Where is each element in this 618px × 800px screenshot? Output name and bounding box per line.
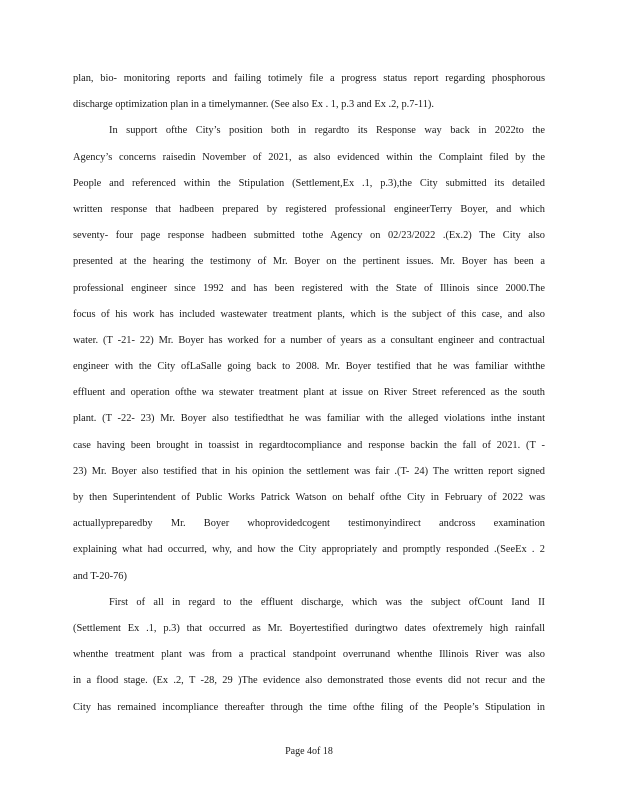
- text-line: effluent and operation ofthe wa stewater treatment plant at issue on River Street referenced as the south: [73, 387, 545, 399]
- text-line: Agency’s concerns raisedin November of 2021, as also evidenced within the Complaint filed by the: [73, 151, 545, 163]
- text-line: engineer with the City ofLaSalle going back to 2008. Mr. Boyer testified that he was familiar withthe: [73, 361, 545, 373]
- text-line: professional engineer since 1992 and has been registered with the State of Illinois since 2000.The: [73, 282, 545, 294]
- text-line: by then Superintendent of Public Works Patrick Watson on behalf ofthe City in February of 2022 was: [73, 492, 545, 503]
- text-line: plan, bio- monitoring reports and failing totimely file a progress status report regarding phosphorous: [73, 73, 545, 84]
- text-line: written response that hadbeen prepared by registered professional engineerTerry Boyer, and which: [73, 203, 545, 215]
- text-line: plant. (T -22- 23) Mr. Boyer also testifiedthat he was familiar with the alleged violations inthe instant: [73, 413, 545, 425]
- text-line: explaining what had occurred, why, and how the City appropriately and promptly responded .(SeeEx . 2: [73, 544, 545, 556]
- text-line: in a flood stage. (Ex .2, T -28, 29 )The evidence also demonstrated those events did not recur and the: [73, 675, 545, 687]
- body-text: [73, 70, 545, 725]
- text-line: case having been brought in toassist in regardtocompliance and response backin the fall of 2021. (T -: [73, 439, 545, 451]
- text-line: People and referenced within the Stipulation (Settlement,Ex .1, p.3),the City submitted its detailed: [73, 177, 545, 189]
- text-line: First of all in regard to the effluent discharge, which was the subject ofCount Iand II: [109, 596, 545, 608]
- text-line: focus of his work has included wastewater treatment plants, which is the subject of this case, and also: [73, 308, 545, 320]
- text-line: water. (T -21- 22) Mr. Boyer has worked for a number of years as a consultant engineer and contractual: [73, 334, 545, 346]
- page-number-footer: Page 4of 18: [285, 746, 333, 757]
- text-line: (Settlement Ex .1, p.3) that occurred as Mr. Boyertestified duringtwo dates ofextremely high rainfall: [73, 622, 545, 634]
- text-line: and T-20-76): [73, 570, 127, 582]
- text-line: 23) Mr. Boyer also testified that in his opinion the settlement was fair .(T- 24) The written report signed: [73, 465, 545, 477]
- text-line: seventy- four page response hadbeen submitted tothe Agency on 02/23/2022 .(Ex.2) The City also: [73, 230, 545, 242]
- text-line: presented at the hearing the testimony of Mr. Boyer on the pertinent issues. Mr. Boyer has been a: [73, 256, 545, 268]
- text-line: City has remained incompliance thereafter through the time ofthe filing of the People’s Stipulation in: [73, 701, 545, 713]
- text-line: whenthe treatment plant was from a practical standpoint overrunand whenthe Illinois River was also: [73, 649, 545, 661]
- text-line: discharge optimization plan in a timelymanner. (See also Ex . 1, p.3 and Ex .2, p.7-11).: [73, 99, 434, 111]
- text-line: In support ofthe City’s position both in regardto its Response way back in 2022to the: [109, 125, 545, 137]
- text-line: actuallypreparedby Mr. Boyer whoprovidedcogent testimonyindirect andcross examination: [73, 518, 545, 530]
